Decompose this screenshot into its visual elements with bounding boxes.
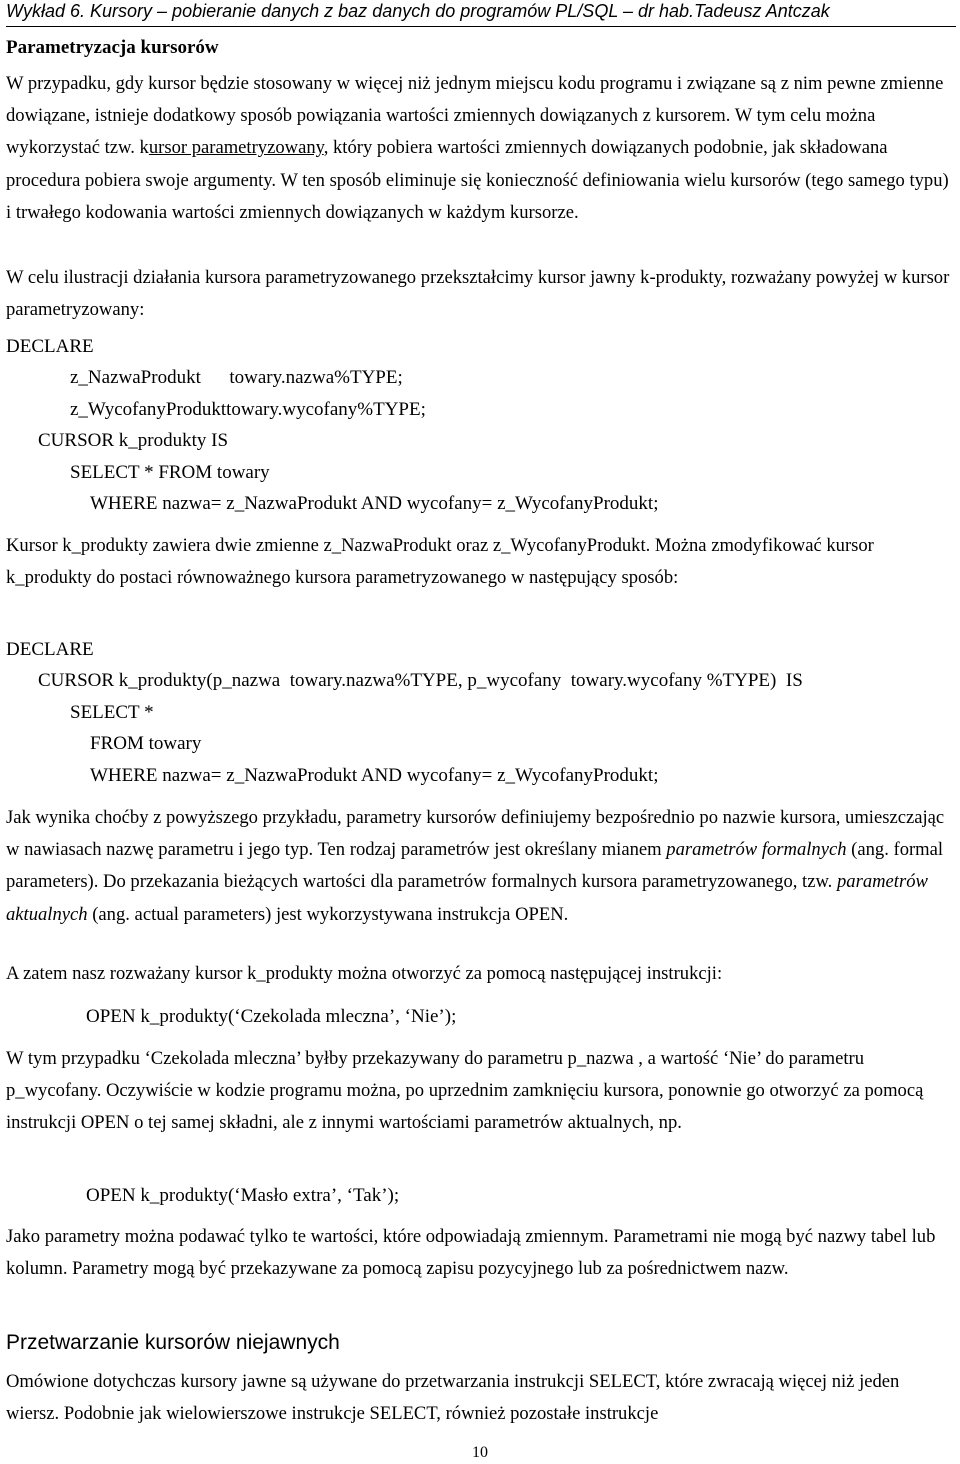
paragraph-text: Jak wynika choćby z powyższego przykładu, parametry kursorów definiujemy bezpośrednio po nazwie kursora, umieszczając w nawiasach nazwę parametru i jego typ. Ten rodzaj parametrów jest określany mianem	[6, 807, 945, 861]
code-line: CURSOR k_produkty IS	[38, 430, 229, 452]
paragraph-illustration: W celu ilustracji działania kursora parametryzowanego przekształcimy kursor jawny k-produkty, rozważany powyżej w kursor parametryzowany:	[6, 267, 950, 321]
paragraph-implicit: Omówione dotychczas kursory jawne są używane do przetwarzania instrukcji SELECT, które zwracają więcej niż jeden wiersz. Podobnie jak wielowierszowe instrukcje SELECT, również pozostałe instrukcje	[6, 1371, 900, 1425]
code-line: WHERE nazwa= z_NazwaProdukt AND wycofany= z_WycofanyProdukt;	[90, 764, 659, 786]
code-open-2: OPEN k_produkty(‘Masło extra’, ‘Tak’);	[86, 1185, 400, 1206]
code-line: z_WycofanyProdukttowary.wycofany%TYPE;	[70, 398, 426, 420]
paragraph-intro	[6, 68, 954, 229]
code-line: DECLARE	[6, 336, 94, 357]
paragraph-text: , który pobiera wartości zmiennych dowiązanych podobnie, jak składowana procedura pobiera swoje argumenty. W ten sposób eliminuje się konieczność definiowania wielu kursorów (tego samego typu) i trwałego kodowania wartości zmiennych dowiązanych w każdym kursorze.	[6, 137, 949, 223]
term-formal: parametrów formalnych	[666, 839, 847, 861]
paragraph-text: (ang. formal parameters). Do przekazania bieżących wartości dla parametrów formalnych kursora parametryzowanego, tzw.	[6, 839, 944, 893]
paragraph-text: W przypadku, gdy kursor będzie stosowany w więcej niż jednym miejscu kodu programu i związane są z nim pewne zmienne dowiązane, istnieje dodatkowy sposób powiązania wartości zmiennych dowiązanych z kursorem. W tym celu można wykorzystać tzw. k	[6, 73, 944, 159]
code-line: SELECT * FROM towary	[70, 461, 270, 483]
paragraph-open-intro: A zatem nasz rozważany kursor k_produkty można otworzyć za pomocą następującej instrukcji:	[6, 963, 723, 984]
code-example-2	[6, 634, 954, 791]
paragraph-parameters	[6, 802, 954, 931]
code-line: CURSOR k_produkty(p_nazwa towary.nazwa%TYPE, p_wycofany towary.wycofany %TYPE) IS	[38, 670, 803, 692]
paragraph-param-rules: Jako parametry można podawać tylko te wartości, które odpowiadają zmiennym. Parametrami nie mogą być nazwy tabel lub kolumn. Parametry mogą być przekazywane za pomocą zapisu pozycyjnego lub za pośrednictwem nazw.	[6, 1226, 936, 1280]
code-line: SELECT *	[70, 701, 154, 723]
page-header: Wykład 6. Kursory – pobieranie danych z baz danych do programów PL/SQL – dr hab.Tadeusz Antczak	[6, 0, 956, 27]
term-link[interactable]: ursor parametryzowany	[148, 137, 324, 159]
section-title: Parametryzacja kursorów	[6, 37, 219, 58]
code-line: z_NazwaProdukt towary.nazwa%TYPE;	[70, 367, 403, 389]
page-number: 10	[472, 1444, 488, 1461]
code-line: DECLARE	[6, 639, 94, 660]
code-line: WHERE nazwa= z_NazwaProdukt AND wycofany= z_WycofanyProdukt;	[90, 493, 659, 515]
paragraph-open-explain: W tym przypadku ‘Czekolada mleczna’ byłby przekazywany do parametru p_nazwa , a wartość ‘Nie’ do parametru p_wycofany. Oczywiście w kodzie programu można, po uprzednim zamknięciu kursora, ponownie go otworzyć za pomocą instrukcji OPEN o tej samej składni, ale z innymi wartościami parametrów aktualnych, np.	[6, 1048, 924, 1134]
paragraph-text: (ang. actual parameters) jest wykorzystywana instrukcja OPEN.	[87, 903, 569, 925]
paragraph-cursor-vars: Kursor k_produkty zawiera dwie zmienne z_NazwaProdukt oraz z_WycofanyProdukt. Można zmodyfikować kursor k_produkty do postaci równoważnego kursora parametryzowanego w następujący sposób:	[6, 535, 874, 589]
code-line: FROM towary	[90, 733, 202, 755]
term-actual: parametrów aktualnych	[6, 871, 928, 925]
section2-title: Przetwarzanie kursorów niejawnych	[6, 1331, 340, 1354]
code-open-1: OPEN k_produkty(‘Czekolada mleczna’, ‘Nie’);	[86, 1006, 457, 1027]
code-example-1	[6, 331, 954, 519]
